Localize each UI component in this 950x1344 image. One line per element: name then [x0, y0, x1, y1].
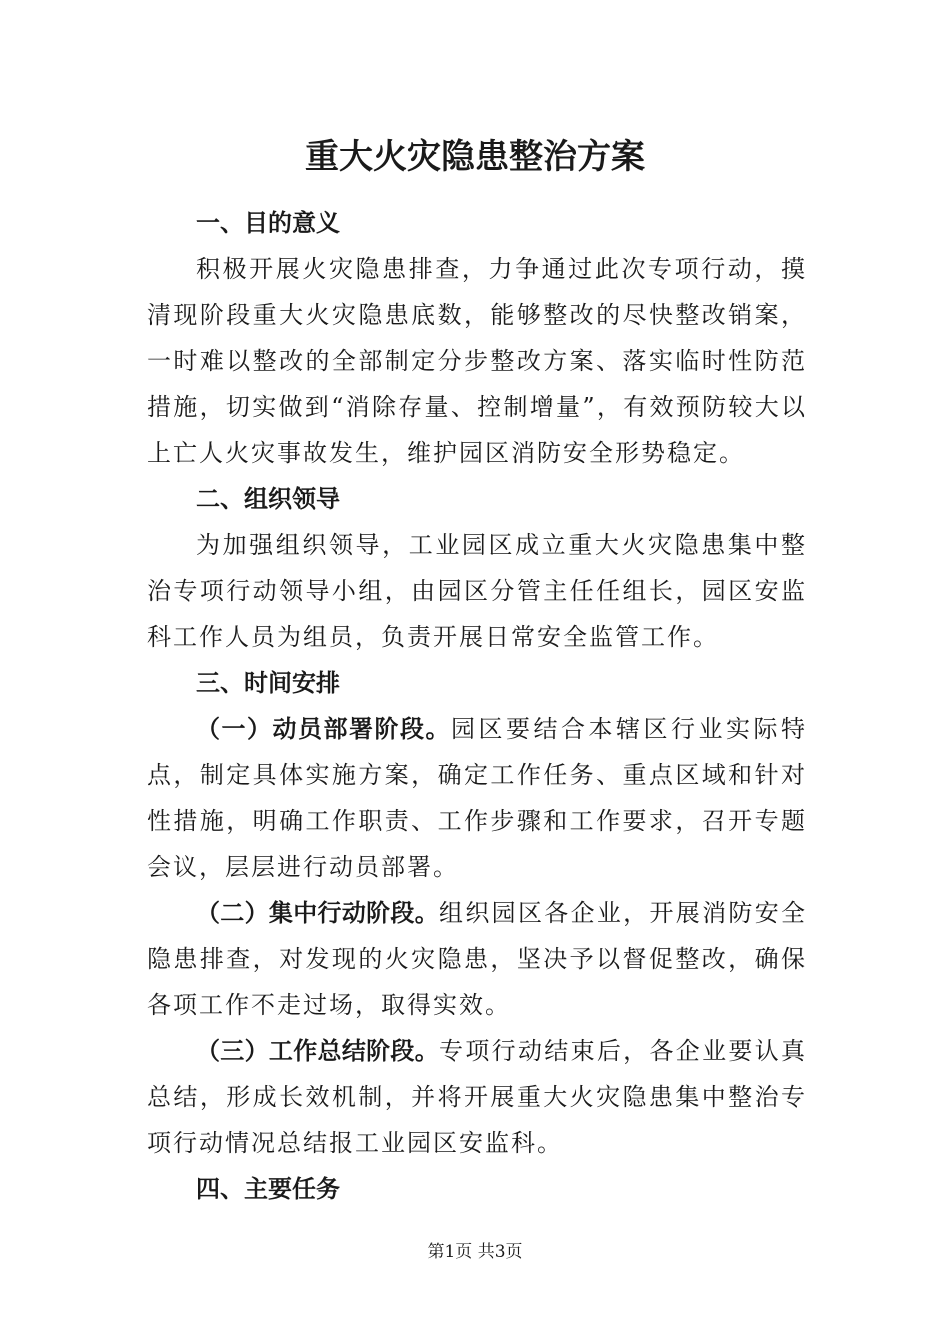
phase-text-mobilization: 园区要结合本辖区行业实际特点，制定具体实施方案，确定工作任务、重点区域和针对性措施，明确工作职责、工作步骤和工作要求，召开专题会议，层层进行动员部署。 [147, 715, 807, 881]
page-footer: 第1页 共3页 [427, 1242, 523, 1262]
section-paragraph-organization: 为加强组织领导，工业园区成立重大火灾隐患集中整治专项行动领导小组，由园区分管主任任组长，园区安监科工作人员为组员，负责开展日常安全监管工作。 [147, 531, 807, 651]
document-body [147, 200, 807, 1212]
phase-paragraph-action [147, 890, 807, 1028]
section-heading-purpose: 一、目的意义 [196, 209, 340, 237]
phase-lead-summary: （三）工作总结阶段。 [196, 1037, 440, 1065]
section-heading-schedule: 三、时间安排 [196, 669, 340, 697]
document-title: 重大火灾隐患整治方案 [305, 137, 645, 177]
section-heading-organization: 二、组织领导 [196, 485, 340, 513]
section-heading-tasks: 四、主要任务 [196, 1175, 340, 1203]
phase-lead-action: （二）集中行动阶段。 [196, 899, 440, 927]
section-paragraph-purpose: 积极开展火灾隐患排查，力争通过此次专项行动，摸清现阶段重大火灾隐患底数，能够整改的尽快整改销案，一时难以整改的全部制定分步整改方案、落实临时性防范措施，切实做到“消除存量、控制增量”，有效预防较大以上亡人火灾事故发生，维护园区消防安全形势稳定。 [147, 255, 807, 467]
phase-text-summary: 专项行动结束后，各企业要认真总结，形成长效机制，并将开展重大火灾隐患集中整治专项行动情况总结报工业园区安监科。 [147, 1037, 808, 1157]
phase-paragraph-summary [147, 1028, 807, 1166]
phase-lead-mobilization: （一）动员部署阶段。 [196, 715, 451, 743]
phase-text-action: 组织园区各企业，开展消防安全隐患排查，对发现的火灾隐患，坚决予以督促整改，确保各项工作不走过场，取得实效。 [147, 899, 808, 1019]
phase-paragraph-mobilization [147, 706, 807, 890]
